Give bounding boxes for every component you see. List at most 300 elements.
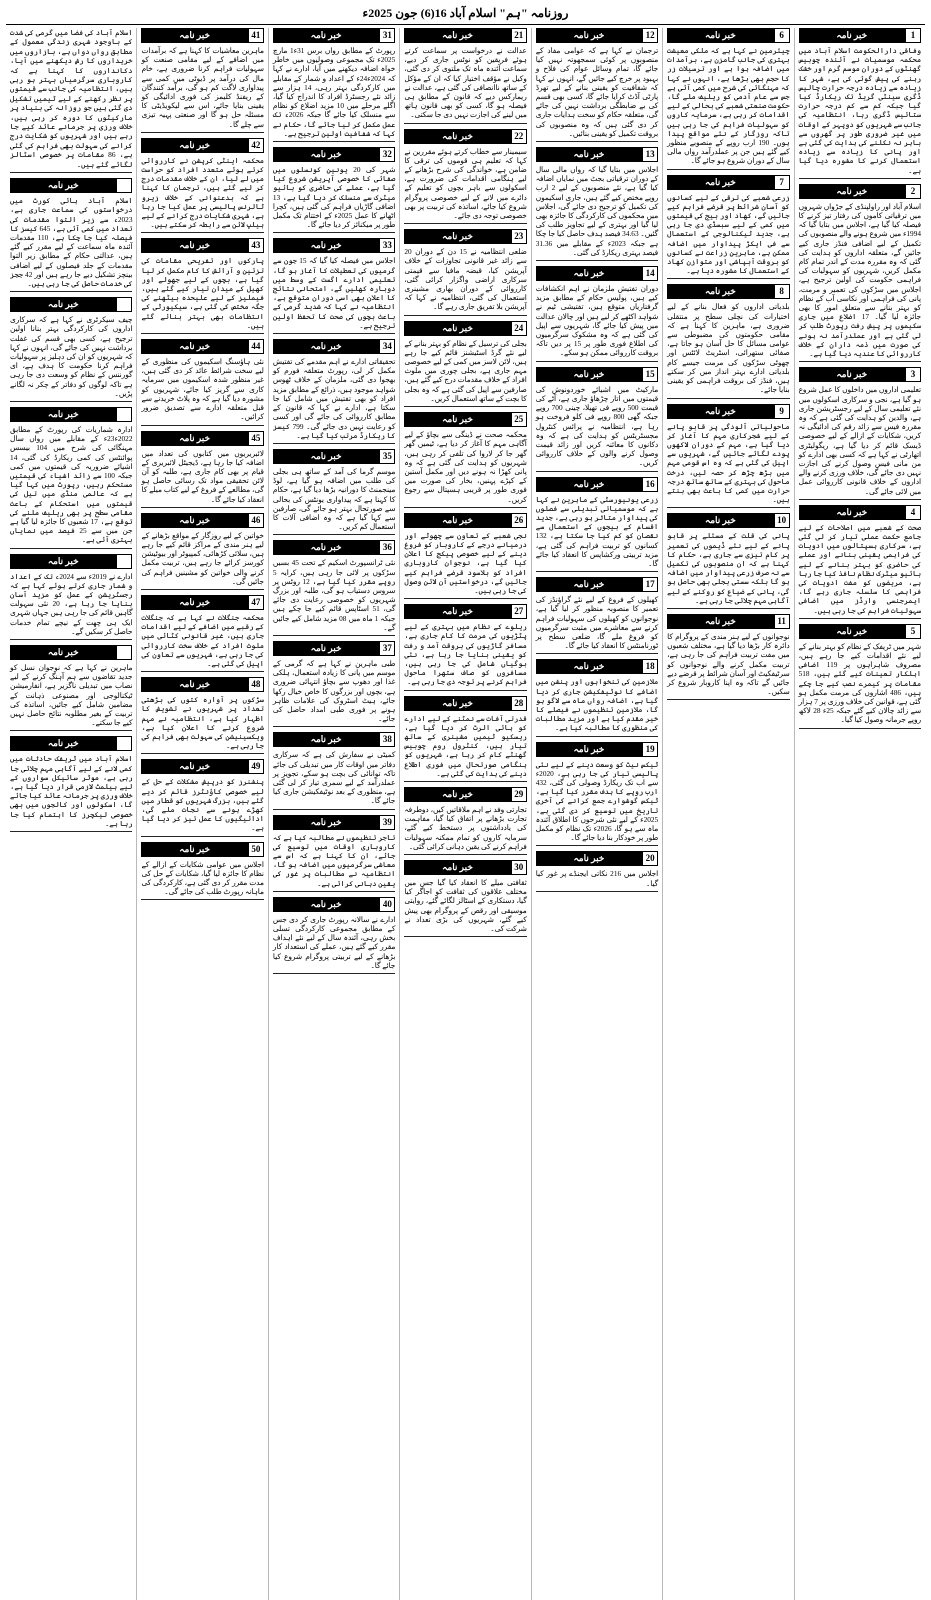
article-divider xyxy=(799,618,921,619)
article-number: 50 xyxy=(248,842,264,857)
article-divider xyxy=(273,973,395,974)
article-number: 12 xyxy=(642,28,658,43)
article-header xyxy=(273,147,395,162)
article-divider xyxy=(10,291,132,292)
article-divider xyxy=(10,730,132,731)
article-header xyxy=(536,147,658,162)
article-divider xyxy=(667,278,789,279)
article-header xyxy=(10,178,132,193)
article-number: 10 xyxy=(774,513,790,528)
article-divider xyxy=(667,507,789,508)
article-number: 48 xyxy=(248,677,264,692)
article-number: 30 xyxy=(511,860,527,875)
article-number: 5 xyxy=(905,624,921,639)
article-header xyxy=(536,266,658,281)
article-divider xyxy=(141,425,263,426)
article-section-label: خبر نامہ xyxy=(310,450,342,461)
article-section-label: خبر نامہ xyxy=(573,478,605,489)
masthead xyxy=(6,4,925,25)
article-divider xyxy=(273,333,395,334)
article-section-label: خبر نامہ xyxy=(179,679,211,690)
article-number: 36 xyxy=(379,540,395,555)
article-divider xyxy=(667,699,789,700)
article[interactable] xyxy=(273,449,395,535)
article[interactable] xyxy=(10,178,132,292)
article-section-label: خبر نامہ xyxy=(310,149,342,160)
article-header xyxy=(141,431,263,446)
article-header xyxy=(536,28,658,43)
article[interactable] xyxy=(141,339,263,425)
article-section-label: خبر نامہ xyxy=(442,697,473,708)
article-header xyxy=(536,367,658,382)
article-header xyxy=(667,28,789,43)
article-body: ماحولیاتی آلودگی پر قابو پانے کے لیے شجرکاری مہم کا آغاز کر دیا گیا ہے، مہم کے دوران لاکھوں پودے لگائے جائیں گے، شہریوں سے اپیل کی گئی ہے کہ وہ اس قومی مہم میں بڑھ چڑھ کر حصہ لیں، درخت ماحول کی بہتری کے ساتھ ساتھ درجہ حرارت میں کمی کا باعث بھی بنتے ہیں۔ xyxy=(667,421,790,505)
article-number: 16 xyxy=(642,477,658,492)
article-section-label: خبر نامہ xyxy=(179,240,211,251)
article-divider xyxy=(404,223,526,224)
article-number: 39 xyxy=(379,815,395,830)
article-body: وفاقی دارالحکومت اسلام آباد میں محکمہ موسمیات نے آئندہ چوبیس گھنٹوں کے دوران موسم گرم اور خشک رہنے کی پیش گوئی کی ہے، شہر کا زیادہ سے زیادہ درجہ حرارت چالیس ڈگری سینٹی گریڈ تک ریکارڈ کیا گیا جبکہ کم سے کم درجہ حرارت ستائیس ڈگری رہا، انتظامیہ کی جانب سے شہریوں کو دوپہر کے اوقات میں غیر ضروری طور پر گھروں سے باہر نہ نکلنے کی ہدایت کی گئی ہے اور پانی کا زیادہ سے زیادہ استعمال کرنے کا مشورہ دیا گیا ہے۔ xyxy=(798,46,921,175)
article-divider xyxy=(141,232,263,233)
article[interactable] xyxy=(273,238,395,334)
article-header xyxy=(273,339,395,354)
article-header xyxy=(273,732,395,747)
article-number: 38 xyxy=(379,732,395,747)
article-divider xyxy=(536,141,658,142)
article[interactable] xyxy=(404,696,526,782)
article-divider xyxy=(141,333,263,334)
article-body: ترجمان نے کہا ہے کہ عوامی مفاد کے منصوبوں پر کوئی سمجھوتہ نہیں کیا جائے گا، تمام وسائل عوام کی فلاح و بہبود پر خرچ کیے جائیں گے، انہوں نے کہا کہ شفافیت کو یقینی بنانے کے لیے تھرڈ پارٹی آڈٹ کرایا جائے گا، کسی بھی قسم کی بے ضابطگی برداشت نہیں کی جائے گی، متعلقہ حکام کو سخت ہدایات جاری کر دی گئی ہیں کہ وہ منصوبوں کی بروقت تکمیل کو یقینی بنائیں۔ xyxy=(535,46,659,138)
article-body: محکمہ صحت نے ڈینگی سے بچاؤ کے لیے آگاہی مہم کا آغاز کر دیا ہے، ٹیمیں گھر گھر جا کر لاروا کی تلفی کر رہی ہیں، شہریوں کو ہدایت کی گئی ہے کہ وہ پانی کھڑا نہ ہونے دیں اور مکمل آستین کے کپڑے پہنیں، بخار کی صورت میں فوری طور پر قریبی ہسپتال سے رجوع کریں۔ xyxy=(404,430,527,504)
article[interactable] xyxy=(10,28,132,173)
article-section-label: خبر نامہ xyxy=(704,286,736,297)
article-body: کھیلوں کے فروغ کے لیے نئے گراؤنڈز کی تعمیر کا منصوبہ منظور کر لیا گیا ہے، نوجوانوں کو کھیلوں کی سہولیات فراہم کرنے سے معاشرے میں مثبت سرگرمیوں کو فروغ ملے گا، ضلعی سطح پر ٹورنامنٹس کا انعقاد کیا جائے گا۔ xyxy=(535,595,659,651)
article-header xyxy=(273,238,395,253)
article-section-label: خبر نامہ xyxy=(704,615,736,626)
article-section-label: خبر نامہ xyxy=(47,180,79,191)
article-body: ادارے نے 2019ء سے 2024ء تک کے اعداد و شمار جاری کرتے ہوئے کہا ہے کہ رجسٹریشن کے عمل کو مزید آسان بنایا جا رہا ہے، 20 نئی سہولت گاہیں قائم کی جا رہی ہیں جہاں شہری ایک ہی چھت کے نیچے تمام خدمات حاصل کر سکیں گے۔ xyxy=(10,571,133,636)
article-number: 47 xyxy=(248,595,264,610)
columns-container xyxy=(6,28,925,1600)
article-divider xyxy=(404,315,526,316)
article-number: 9 xyxy=(774,404,790,419)
article-section-label: خبر نامہ xyxy=(573,149,605,160)
article[interactable] xyxy=(536,577,658,654)
article-number: 46 xyxy=(248,513,264,528)
article-section-label: خبر نامہ xyxy=(442,231,473,242)
article[interactable] xyxy=(536,659,658,736)
article-section-label: خبر نامہ xyxy=(47,738,79,749)
article-body: مارکیٹ میں اشیائے خوردونوش کی قیمتوں میں اتار چڑھاؤ جاری ہے، آٹے کی قیمت 500 روپے فی تھیلا، چینی 700 روپے جبکہ گھی 800 روپے فی کلو فروخت ہو رہا ہے، انتظامیہ نے پرائس کنٹرول مجسٹریٹس کو ہدایت کی ہے کہ وہ دکانوں کا معائنہ کریں اور زائد قیمت وصول کرنے والوں کے خلاف کارروائی کریں۔ xyxy=(535,384,659,468)
article-header xyxy=(536,742,658,757)
article[interactable] xyxy=(273,339,395,444)
article-section-label: خبر نامہ xyxy=(573,579,605,590)
article-number: 18 xyxy=(642,659,658,674)
article[interactable] xyxy=(667,284,789,398)
article-number: 13 xyxy=(642,147,658,162)
article-divider xyxy=(536,653,658,654)
article-section-label: خبر نامہ xyxy=(47,647,79,658)
article[interactable] xyxy=(141,759,263,836)
article-body: محکمہ اینٹی کرپشن نے کارروائی کرتے ہوئے متعدد افراد کو حراست میں لے لیا، ان کے خلاف مقدمات درج کر لیے گئے ہیں، ترجمان کا کہنا ہے کہ بدعنوانی کے خلاف زیرو ٹالرنس پالیسی پر عمل کیا جا رہا ہے، شہری شکایات درج کرانے کے لیے ہیلپ لائن سے رابطہ کر سکتے ہیں۔ xyxy=(141,155,264,230)
article-body: زرعی یونیورسٹی کے ماہرین نے کہا ہے کہ موسمیاتی تبدیلی سے فصلوں کی پیداوار متاثر ہو رہی ہے، جدید اقسام کے بیجوں کے استعمال سے نقصان کو کم کیا جا سکتا ہے، 132 کسانوں کو تربیت فراہم کی گئی ہے، مزید تربیتی ورکشاپس کا انعقاد کیا جائے گا۔ xyxy=(535,494,659,568)
article[interactable] xyxy=(799,28,921,179)
article-section-label: خبر نامہ xyxy=(704,30,736,40)
article[interactable] xyxy=(404,860,526,937)
article-section-label: خبر نامہ xyxy=(704,176,736,187)
article-section-label: خبر نامہ xyxy=(179,596,211,607)
article-body: عدالت نے درخواست پر سماعت کرتے ہوئے فریقین کو نوٹس جاری کر دیے، سماعت آئندہ ماہ تک ملتوی کر دی گئی، وکیل نے مؤقف اختیار کیا کہ ان کے مؤکل کے ساتھ ناانصافی کی گئی ہے، عدالت نے ریمارکس دیے کہ قانون کے مطابق ہی فیصلہ ہو گا، کسی کو بھی قانون ہاتھ میں لینے کی اجازت نہیں دی جا سکتی۔ xyxy=(404,46,527,120)
article-divider xyxy=(10,639,132,640)
article-body: ٹیکس نیٹ کو وسعت دینے کے لیے نئی پالیسی تیار کی جا رہی ہے، 2020ء سے اب تک ریکارڈ وصولی کی گئی، 432 ارب روپے کا ہدف مقرر کیا گیا ہے، ٹیکس گوشوارے جمع کرانے کی آخری تاریخ میں توسیع کر دی گئی ہے، 2025ء کے لیے نئی شرحوں کا اطلاق آئندہ ماہ سے ہو گا، 2026ء تک نظام کو مکمل طور پر خودکار بنا دیا جائے گا۔ xyxy=(535,759,659,843)
article[interactable] xyxy=(404,28,526,124)
article-divider xyxy=(667,169,789,170)
article-number: 25 xyxy=(511,412,527,427)
article[interactable] xyxy=(799,624,921,729)
article-header xyxy=(799,184,921,199)
article-number: 31 xyxy=(379,28,395,43)
article[interactable] xyxy=(273,897,395,974)
column-5 xyxy=(268,28,399,1600)
article-header xyxy=(536,659,658,674)
article[interactable] xyxy=(404,787,526,855)
article-header xyxy=(799,505,921,520)
article-divider xyxy=(667,398,789,399)
article-section-label: خبر نامہ xyxy=(179,432,211,443)
article[interactable] xyxy=(536,266,658,362)
article-header xyxy=(141,595,263,610)
column-7 xyxy=(6,28,136,1600)
column-3 xyxy=(531,28,662,1600)
article-body: اسلام آباد ہائی کورٹ میں درخواستوں کی سماعت جاری ہے، 2023ء سے زیر التوا مقدمات کی تعداد میں کمی آئی ہے، 645 کیسز کا فیصلہ کیا جا چکا ہے، 110 مقدمات آئندہ ماہ سماعت کے لیے مقرر کیے گئے ہیں، عدالتی حکام کے مطابق زیر التوا مقدمات کے جلد فیصلوں کے لیے اضافی بینچز تشکیل دیے جا رہے ہیں اور 42 ججز کی خدمات حاصل کی جا رہی ہیں۔ xyxy=(10,196,133,288)
article[interactable] xyxy=(10,554,132,640)
article-number: 23 xyxy=(511,229,527,244)
article-divider xyxy=(273,141,395,142)
article-header xyxy=(667,513,789,528)
article[interactable] xyxy=(141,677,263,754)
article[interactable] xyxy=(536,147,658,261)
article-body: ملازمین کی تنخواہوں اور پنشن میں اضافے کا نوٹیفکیشن جاری کر دیا گیا ہے، اضافہ رواں ماہ سے لاگو ہو گا، ملازمین تنظیموں نے فیصلے کا خیر مقدم کیا ہے اور مزید مطالبات کی منظوری کا مطالبہ کیا ہے۔ xyxy=(535,677,659,733)
article-divider xyxy=(273,809,395,810)
article-body: نجی شعبے کے تعاون سے چھوٹے اور درمیانے درجے کے کاروبار کو فروغ دینے کے لیے خصوصی پیکج کا اعلان کیا گیا ہے، نوجوان کاروباری افراد کو بلاسود قرضے فراہم کیے جائیں گے، درخواستیں آن لائن وصول کی جا رہی ہیں۔ xyxy=(404,530,527,595)
article-body: تحقیقاتی ادارے نے اہم مقدمے کی تفتیش مکمل کر لی، رپورٹ متعلقہ فورم کو بھجوا دی گئی، ملزمان کے خلاف ٹھوس شواہد موجود ہیں، ذرائع کے مطابق مزید افراد کو بھی تفتیش میں شامل کیا جا سکتا ہے، ادارے نے کہا کہ قانون کے مطابق کارروائی کی جائے گی اور کسی کو رعایت نہیں دی جائے گی۔ 799 کیسز کا ریکارڈ مرتب کیا گیا ہے۔ xyxy=(272,357,396,440)
article-section-label: خبر نامہ xyxy=(836,185,868,196)
article-number: 21 xyxy=(511,28,527,43)
article-body: بجلی کی ترسیل کے نظام کو بہتر بنانے کے لیے نئے گرڈ اسٹیشنز قائم کیے جا رہے ہیں، لائن لاسز میں کمی کے لیے خصوصی مہم جاری ہے، بجلی چوری میں ملوث افراد کے خلاف مقدمات درج کیے گئے ہیں، صارفین سے اپیل کی گئی ہے کہ وہ بجلی کا بچت کے ساتھ استعمال کریں۔ xyxy=(404,338,527,403)
article-body: تاجر تنظیموں نے مطالبہ کیا ہے کہ کاروباری اوقات میں توسیع کی جائے، ان کا کہنا ہے کہ اس سے معاشی سرگرمیوں میں اضافہ ہو گا، انتظامیہ نے مطالبات پر غور کی یقین دہانی کرائی ہے۔ xyxy=(272,832,396,888)
article-body: تعلیمی اداروں میں داخلوں کا عمل شروع ہو گیا ہے، نجی و سرکاری اسکولوں میں نئے تعلیمی سال کے لیے رجسٹریشن جاری ہے، والدین کو ہدایت کی گئی ہے کہ وہ مقررہ فیس سے زائد رقم کی ادائیگی نہ کریں، شکایات کے ازالے کے لیے خصوصی ڈیسک قائم کر دیا گیا ہے، ریگولیٹری اتھارٹی نے کہا ہے کہ کسی بھی ادارے کو من مانی فیس وصول کرنے کی اجازت نہیں دی جائے گی، خلاف ورزی کرنے والے اداروں کے خلاف قانونی کارروائی عمل میں لائی جائے گی۔ xyxy=(798,385,921,496)
article-header xyxy=(667,175,789,190)
article[interactable] xyxy=(273,815,395,892)
article-section-label: خبر نامہ xyxy=(310,734,342,745)
article[interactable] xyxy=(10,645,132,731)
article-body: اجلاس میں 216 نکاتی ایجنڈے پر غور کیا گیا۔ xyxy=(535,869,659,888)
article[interactable] xyxy=(141,431,263,508)
article-number: 28 xyxy=(511,696,527,711)
article-divider xyxy=(10,831,132,832)
article-number: 49 xyxy=(248,759,264,774)
article[interactable] xyxy=(536,28,658,142)
article-number xyxy=(116,554,132,569)
article-header xyxy=(141,759,263,774)
article-number: 44 xyxy=(248,339,264,354)
article-divider xyxy=(536,571,658,572)
article-header xyxy=(273,540,395,555)
article-header xyxy=(10,645,132,660)
article-header xyxy=(273,28,395,43)
article-number: 2 xyxy=(905,184,921,199)
article-header xyxy=(404,787,526,802)
article-header xyxy=(404,229,526,244)
article-number: 19 xyxy=(642,742,658,757)
article-header xyxy=(273,449,395,464)
article-header xyxy=(667,404,789,419)
article-section-label: خبر نامہ xyxy=(836,30,868,40)
article-divider xyxy=(141,899,263,900)
article-number xyxy=(116,645,132,660)
article-section-label: خبر نامہ xyxy=(442,862,473,872)
article-section-label: خبر نامہ xyxy=(179,761,211,772)
article-header xyxy=(273,815,395,830)
article-body: کمیٹی نے سفارش کی ہے کہ سرکاری دفاتر میں اوقات کار میں تبدیلی کی جائے تاکہ توانائی کی بچت ہو سکے، تجویز پر عملدرآمد کے لیے سمری تیار کر لی گئی ہے، منظوری کے بعد نوٹیفکیشن جاری کیا جائے گا۔ xyxy=(272,750,396,806)
article-section-label: خبر نامہ xyxy=(47,299,79,310)
article-header xyxy=(141,842,263,857)
article-body: اجلاس میں بتایا گیا کہ رواں مالی سال کے دوران ترقیاتی بجٹ میں نمایاں اضافہ کیا گیا ہے، نئے منصوبوں کے لیے 2 ارب روپے مختص کیے گئے ہیں، جاری اسکیموں کی تکمیل کو ترجیح دی جائے گی، اجلاس میں محکموں کی کارکردگی کا جائزہ بھی لیا گیا اور بہتری کے لیے تجاویز طلب کی گئیں۔ 34.63 فیصد ہدف حاصل کیا جا چکا ہے جبکہ 2023ء کے مقابلے میں 31.36 فیصد بہتری ریکارڈ کی گئی۔ xyxy=(535,165,659,257)
article[interactable] xyxy=(667,175,789,280)
article-header xyxy=(667,284,789,299)
article[interactable] xyxy=(799,367,921,499)
article-divider xyxy=(536,471,658,472)
article-header xyxy=(10,297,132,312)
article-body: دوران تفتیش ملزمان نے اہم انکشافات کیے ہیں، پولیس حکام کے مطابق مزید گرفتاریاں متوقع ہیں، تفتیشی ٹیم نے شواہد اکٹھے کر لیے ہیں اور چالان عدالت میں پیش کیا جائے گا، شہریوں سے اپیل کی گئی ہے کہ وہ مشکوک سرگرمیوں کی اطلاع فوری طور پر 15 پر دیں تاکہ بروقت کارروائی ممکن ہو سکے۔ xyxy=(535,284,659,358)
article-header xyxy=(10,407,132,422)
article-body: پارکوں اور تفریحی مقامات کی تزئین و آرائش کا کام مکمل کر لیا گیا ہے، بچوں کے لیے جھولے اور کھیل کے میدان تیار کیے گئے ہیں، فیملیز کے لیے علیحدہ بیٹھنے کی جگہ مختص کی گئی ہے، سیکیورٹی کے انتظامات بھی بہتر بنائے گئے ہیں۔ xyxy=(141,256,264,330)
column-6 xyxy=(136,28,267,1600)
article[interactable] xyxy=(404,513,526,599)
article-divider xyxy=(273,534,395,535)
article[interactable] xyxy=(799,184,921,362)
article-number: 37 xyxy=(379,641,395,656)
article-number: 17 xyxy=(642,577,658,592)
article-body: نوجوانوں کے لیے ہنر مندی کے پروگرام کا دائرہ کار بڑھا دیا گیا ہے، مختلف شعبوں میں مفت تربیت فراہم کی جا رہی ہے، تربیت مکمل کرنے والے نوجوانوں کو سرٹیفکیٹ اور آسان شرائط پر قرضے دیے جائیں گے تاکہ وہ اپنا کاروبار شروع کر سکیں۔ xyxy=(667,631,790,697)
article[interactable] xyxy=(667,614,789,700)
article-body: ثقافتی میلے کا انعقاد کیا گیا جس میں مختلف علاقوں کی ثقافت کو اجاگر کیا گیا، دستکاری کے اسٹالز لگائے گئے، روایتی موسیقی اور رقص کے پروگرام بھی پیش کیے گئے، شہریوں کی بڑی تعداد نے شرکت کی۔ xyxy=(404,878,527,934)
article-body: سڑکوں پر آوارہ کتوں کی بڑھتی تعداد پر شہریوں نے تشویش کا اظہار کیا ہے، انتظامیہ نے مہم شروع کرنے کا اعلان کیا ہے، ویکسینیشن کی سہولت بھی فراہم کی جا رہی ہے۔ xyxy=(141,695,264,751)
article-number: 33 xyxy=(379,238,395,253)
article-section-label: خبر نامہ xyxy=(836,369,868,380)
article-number: 14 xyxy=(642,266,658,281)
article-number: 45 xyxy=(248,431,264,446)
article-divider xyxy=(273,891,395,892)
article-header xyxy=(141,28,263,43)
article-number: 26 xyxy=(511,513,527,528)
article-body: اجلاس میں فیصلہ کیا گیا کہ 15 جون سے گرمیوں کی تعطیلات کا آغاز ہو گا، تعلیمی ادارے اگست کے وسط میں دوبارہ کھلیں گے، امتحانی نتائج کا اعلان بھی اسی دوران متوقع ہے، انتظامیہ نے کہا کہ شدید گرمی کے باعث بچوں کی صحت کا تحفظ اولین ترجیح ہے۔ xyxy=(272,256,396,330)
article-divider xyxy=(273,726,395,727)
article-header xyxy=(404,513,526,528)
article-divider xyxy=(404,936,526,937)
article-section-label: خبر نامہ xyxy=(442,606,473,617)
article[interactable] xyxy=(10,297,132,402)
article-section-label: خبر نامہ xyxy=(310,642,342,653)
article-section-label: خبر نامہ xyxy=(179,139,211,150)
article-header xyxy=(404,412,526,427)
article-number: 6 xyxy=(774,28,790,43)
article-header xyxy=(141,138,263,153)
column-2 xyxy=(662,28,793,1600)
article-section-label: خبر نامہ xyxy=(573,743,605,754)
article-divider xyxy=(667,608,789,609)
article[interactable] xyxy=(273,147,395,233)
article-body: شہر کی 20 یونین کونسلوں میں صفائی کا خصوصی آپریشن شروع کیا گیا ہے، عملے کی حاضری کو بائیو میٹرک سے منسلک کر دیا گیا ہے، 13 اضافی گاڑیاں فراہم کی گئی ہیں، کچرا اٹھانے کا عمل 2025ء کے اختتام تک مکمل طور پر میکنائز کر دیا جائے گا۔ xyxy=(272,165,396,230)
article-section-label: خبر نامہ xyxy=(310,30,342,40)
article[interactable] xyxy=(404,412,526,508)
article-body: زرعی شعبے کی ترقی کے لیے کسانوں کو آسان شرائط پر قرضے فراہم کیے جائیں گے، کھاد اور بیج کی قیمتوں میں کمی کے لیے سبسڈی دی جا رہی ہے، جدید ٹیکنالوجی کے استعمال سے فی ایکڑ پیداوار میں اضافہ ممکن ہے، ماہرین زراعت نے کسانوں کو بروقت آبپاشی اور متوازن کھاد کے استعمال کا مشورہ دیا ہے۔ xyxy=(667,192,790,276)
article-divider xyxy=(10,172,132,173)
article-body: رپورٹ کے مطابق رواں برس 31ء1 مارچ 2025ء تک مجموعی وصولیوں میں خاطر خواہ اضافہ دیکھنے میں آیا، ادارے نے کہا کہ 2024ء24ء کے اعداد و شمار کے مقابلے میں کارکردگی بہتر رہی، 14 ہزار سے زائد نئے رجسٹرڈ افراد کا اندراج کیا گیا، اگلے مرحلے میں 10 مزید اضلاع کو نظام سے منسلک کیا جائے گا جبکہ 2026ء تک عمل مکمل کر لیا جائے گا، حکام نے کہا کہ شفافیت اولین ترجیح ہے۔ xyxy=(272,46,396,138)
article[interactable] xyxy=(667,28,789,170)
article-section-label: خبر نامہ xyxy=(179,30,211,40)
article-body: سیمینار سے خطاب کرتے ہوئے مقررین نے کہا کہ تعلیم ہی قوموں کی ترقی کا ضامن ہے، خواندگی کی شرح بڑھانے کے لیے ہنگامی اقدامات کی ضرورت ہے، اسکولوں سے باہر بچوں کو تعلیم کے دائرے میں لانے کے لیے خصوصی پروگرام شروع کیا جائے، اساتذہ کی تربیت پر بھی خصوصی توجہ دی جائے۔ xyxy=(404,146,527,221)
article-section-label: خبر نامہ xyxy=(179,514,211,525)
article-divider xyxy=(141,132,263,133)
article[interactable] xyxy=(404,129,526,225)
article-header xyxy=(141,513,263,528)
article-number: 1 xyxy=(905,28,921,43)
article[interactable] xyxy=(141,238,263,334)
article-number: 35 xyxy=(379,449,395,464)
article[interactable] xyxy=(536,742,658,847)
article-number xyxy=(116,178,132,193)
article-section-label: خبر نامہ xyxy=(310,542,342,553)
article-body: اسلام آباد اور راولپنڈی کے جڑواں شہروں میں ترقیاتی کاموں کی رفتار تیز کرنے کا فیصلہ کیا گیا ہے، اجلاس میں بتایا گیا کہ 1994ء میں شروع ہونے والے منصوبوں کی تکمیل کے لیے اضافی فنڈز جاری کیے جائیں گے، متعلقہ اداروں کو ہدایت کی گئی کہ وہ مقررہ مدت کے اندر تمام کام مکمل کریں، شہریوں کو سہولیات کی فراہمی حکومت کی اولین ترجیح ہے، اجلاس میں سڑکوں کی تعمیر و مرمت، پانی کی فراہمی اور نکاسی آب کے نظام کو بہتر بنانے سے متعلق امور کا بھی جائزہ لیا گیا۔ 17 اضلاع میں جاری سکیموں پر پیش رفت رپورٹ طلب کر لی گئی ہے اور عملدرآمد نہ ہونے کی صورت میں ذمہ داران کے خلاف کارروائی کا عندیہ دیا گیا ہے۔ xyxy=(798,201,921,359)
article[interactable] xyxy=(536,851,658,891)
article-section-label: خبر نامہ xyxy=(310,240,342,251)
column-1 xyxy=(794,28,925,1600)
article-header xyxy=(536,851,658,866)
article-body: بلدیاتی اداروں کو فعال بنانے کے لیے اختیارات کی نچلی سطح پر منتقلی ضروری ہے، ماہرین کا کہنا ہے کہ مقامی حکومتوں کی مضبوطی سے عوامی مسائل کا حل آسان ہو جاتا ہے، صفائی ستھرائی، اسٹریٹ لائٹس اور چھوٹی سڑکوں کی مرمت جیسے کام بلدیاتی ادارے بہتر انداز میں کر سکتے ہیں، فنڈز کی بروقت فراہمی کو یقینی بنایا جائے۔ xyxy=(667,302,790,395)
article-number: 7 xyxy=(774,175,790,190)
article-number: 15 xyxy=(642,367,658,382)
article-body: موسم گرما کی آمد کے ساتھ ہی بجلی کی طلب میں اضافہ ہو گیا ہے، لوڈ مینجمنٹ کا دورانیہ بڑھا دیا گیا ہے، حکام کا کہنا ہے کہ پیداواری یونٹس کی بحالی سے صورتحال بہتر ہو جائے گی، صارفین سے کہا گیا ہے کہ وہ اضافی آلات کا استعمال کم کریں۔ xyxy=(272,466,396,532)
article-divider xyxy=(404,781,526,782)
article[interactable] xyxy=(141,842,263,901)
article-section-label: خبر نامہ xyxy=(442,414,473,425)
article-section-label: خبر نامہ xyxy=(179,843,211,854)
article-number: 22 xyxy=(511,129,527,144)
article-header xyxy=(799,624,921,639)
article-number: 3 xyxy=(905,367,921,382)
article-section-label: خبر نامہ xyxy=(442,514,473,525)
article-header xyxy=(404,860,526,875)
article-header xyxy=(273,897,395,912)
article-body: ریلوے کے نظام میں بہتری کے لیے پٹڑیوں کی مرمت کا کام جاری ہے، مسافر گاڑیوں کی بروقت آمد و رفت کو یقینی بنایا جا رہا ہے، نئی بوگیاں شامل کی جا رہی ہیں، مسافروں کو صاف ستھرا ماحول فراہم کرنے پر توجہ دی جا رہی ہے۔ xyxy=(404,622,527,687)
article-header xyxy=(404,321,526,336)
article-body: نئی ٹرانسپورٹ اسکیم کے تحت 45 بسیں سڑکوں پر لائی جا رہی ہیں، کرایہ 5 روپے مقرر کیا گیا ہے، 12 روٹس پر سروس دستیاب ہو گی، طلبہ اور بزرگ شہریوں کو خصوصی رعایت دی جائے گی، 51 اسٹاپس قائم کیے جا چکے ہیں جبکہ 1 ماہ میں 08 مزید شامل کیے جائیں گے۔ xyxy=(272,558,396,632)
article-number xyxy=(116,407,132,422)
article-body: ضلعی انتظامیہ نے 15 دن کے دوران 20 سے زائد غیر قانونی تجاوزات کے خلاف آپریشن کیا، قبضہ مافیا سے قیمتی سرکاری اراضی واگزار کرائی گئی، کارروائی کے دوران بھاری مشینری استعمال کی گئی، انتظامیہ نے کہا کہ آپریشن بلا تفریق جاری رہے گا۔ xyxy=(404,247,527,312)
article-header xyxy=(799,367,921,382)
article-divider xyxy=(536,736,658,737)
article-body: نئی ہاؤسنگ اسکیموں کی منظوری کے لیے سخت شرائط عائد کر دی گئی ہیں، غیر منظور شدہ اسکیموں میں سرمایہ کاری سے گریز کیا جائے، شہریوں کو مشورہ دیا گیا ہے کہ وہ پلاٹ خریدنے سے قبل متعلقہ ادارے سے تصدیق ضرور کرائیں۔ xyxy=(141,357,264,422)
article[interactable] xyxy=(667,404,789,509)
article-divider xyxy=(141,753,263,754)
article-divider xyxy=(273,232,395,233)
article[interactable] xyxy=(141,28,263,133)
article-divider xyxy=(799,728,921,729)
article-section-label: خبر نامہ xyxy=(179,341,211,352)
article-section-label: خبر نامہ xyxy=(573,268,605,279)
article[interactable] xyxy=(273,28,395,142)
article-divider xyxy=(273,635,395,636)
article-number: 11 xyxy=(774,614,790,629)
article-section-label: خبر نامہ xyxy=(47,555,79,566)
masthead-title: روزنامہ "ہم" اسلام آباد 16(6) جون 2025ء xyxy=(362,6,569,20)
article-header xyxy=(667,614,789,629)
article-header xyxy=(273,641,395,656)
article[interactable] xyxy=(667,513,789,609)
article-divider xyxy=(141,507,263,508)
article[interactable] xyxy=(141,513,263,590)
article-section-label: خبر نامہ xyxy=(442,30,473,40)
article-header xyxy=(10,736,132,751)
article-body: خواتین کے لیے روزگار کے مواقع بڑھانے کے لیے ہنر مندی کے مراکز قائم کیے جا رہے ہیں، سلائی کڑھائی، کمپیوٹر اور بیوٹیشن کورسز کرائے جا رہے ہیں، تربیت مکمل کرنے والی خواتین کو مشینیں فراہم کی جائیں گی۔ xyxy=(141,530,264,586)
article-body: پنشنرز کو درپیش مشکلات کے حل کے لیے خصوصی کاؤنٹرز قائم کر دیے گئے ہیں، بزرگ شہریوں کو قطار میں کھڑے ہونے سے نجات ملے گی، ادائیگیوں کا عمل تیز کر دیا گیا ہے۔ xyxy=(141,777,264,833)
article-section-label: خبر نامہ xyxy=(704,405,736,416)
article[interactable] xyxy=(536,367,658,472)
article-body: محکمہ جنگلات نے کہا ہے کہ جنگلات کے رقبے میں اضافے کے لیے اقدامات جاری ہیں، غیر قانونی کٹائی میں ملوث افراد کے خلاف سخت کارروائی کی جا رہی ہے، شہریوں سے تعاون کی اپیل کی گئی ہے۔ xyxy=(141,612,264,668)
article-divider xyxy=(404,123,526,124)
article[interactable] xyxy=(10,736,132,832)
article-header xyxy=(404,604,526,619)
article-header xyxy=(141,677,263,692)
article-body: طبی ماہرین نے کہا ہے کہ گرمی کے موسم میں پانی کا زیادہ استعمال، ہلکی غذا اور دھوپ سے بچاؤ انتہائی ضروری ہے، بچوں اور بزرگوں کا خاص خیال رکھا جائے، ہیٹ اسٹروک کی علامات ظاہر ہونے پر فوری طبی امداد حاصل کی جائے۔ xyxy=(272,658,396,724)
article-section-label: خبر نامہ xyxy=(573,30,605,40)
article[interactable] xyxy=(10,407,132,549)
article[interactable] xyxy=(404,604,526,690)
article[interactable] xyxy=(273,641,395,727)
article-number: 29 xyxy=(511,787,527,802)
article-body: لائبریریوں میں کتابوں کی تعداد میں اضافہ کیا جا رہا ہے، ڈیجیٹل لائبریری کے قیام پر بھی کام جاری ہے، طلبہ کو آن لائن تحقیقی مواد تک رسائی حاصل ہو گی، مطالعے کے فروغ کے لیے کتاب میلے کا انعقاد کیا جائے گا۔ xyxy=(141,448,264,504)
article[interactable] xyxy=(404,321,526,407)
article-section-label: خبر نامہ xyxy=(47,408,79,419)
article-divider xyxy=(799,499,921,500)
article-section-label: خبر نامہ xyxy=(442,322,473,333)
article[interactable] xyxy=(141,138,263,234)
article-number: 41 xyxy=(248,28,264,43)
article-divider xyxy=(799,178,921,179)
article-body: تجارتی وفد نے اہم ملاقاتیں کیں، دوطرفہ تجارت بڑھانے پر اتفاق کیا گیا، مفاہمت کی یادداشتوں پر دستخط کیے گئے، سرمایہ کاروں کو تمام ممکنہ سہولیات فراہم کرنے کی یقین دہانی کرائی گئی۔ xyxy=(404,804,527,851)
article-divider xyxy=(536,845,658,846)
article-section-label: خبر نامہ xyxy=(573,368,605,379)
article-divider xyxy=(141,671,263,672)
article-number: 27 xyxy=(511,604,527,619)
article-body: پانی کی قلت کے مسئلے پر قابو پانے کے لیے نئے ڈیموں کی تعمیر پر کام تیزی سے جاری ہے، حکام کا کہنا ہے کہ ان منصوبوں کی تکمیل سے نہ صرف زرعی پیداوار میں اضافہ ہو گا بلکہ سستی بجلی بھی حاصل ہو گی، پانی کے ضیاع کو روکنے کے لیے آگاہی مہم چلائی جا رہی ہے۔ xyxy=(667,531,790,605)
article[interactable] xyxy=(799,505,921,619)
article-number: 24 xyxy=(511,321,527,336)
article-number: 42 xyxy=(248,138,264,153)
article[interactable] xyxy=(273,540,395,636)
article[interactable] xyxy=(536,477,658,573)
article-section-label: خبر نامہ xyxy=(704,515,736,526)
article[interactable] xyxy=(273,732,395,809)
article[interactable] xyxy=(141,595,263,672)
article-header xyxy=(141,339,263,354)
article[interactable] xyxy=(404,229,526,315)
article-header xyxy=(404,28,526,43)
article-divider xyxy=(141,836,263,837)
article-section-label: خبر نامہ xyxy=(310,816,342,827)
article-divider xyxy=(404,406,526,407)
